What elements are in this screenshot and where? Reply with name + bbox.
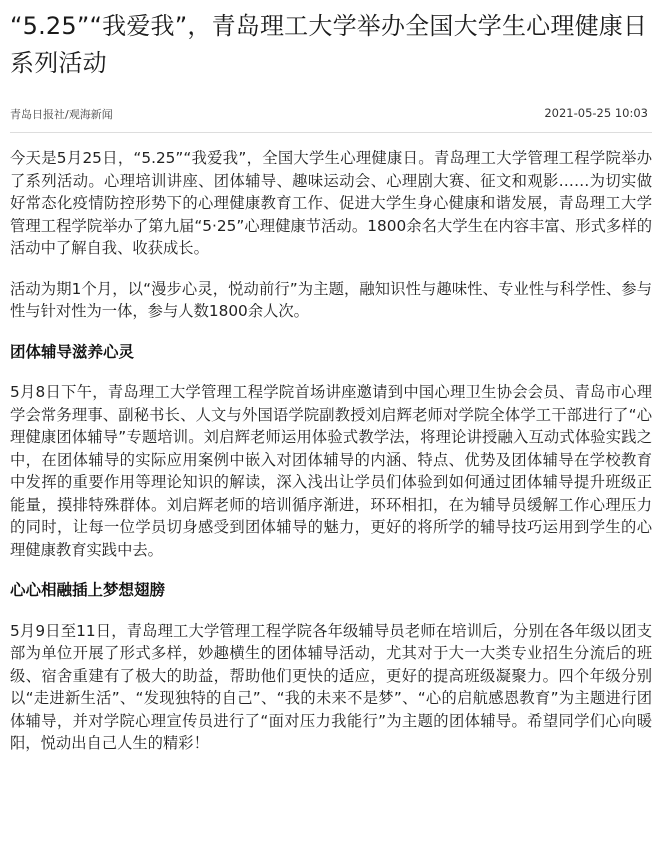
- paragraph-group-counseling: 5月8日下午，青岛理工大学管理工程学院首场讲座邀请到中国心理卫生协会会员、青岛市心理学会常务理事、副秘书长、人文与外国语学院副教授刘启辉老师对学院全体学工干部进行了“心理健康团体辅导”专题培训。刘启辉老师运用体验式教学法，将理论讲授融入互动式体验实践之中，在团体辅导的实际应用案例中嵌入对团体辅导的内涵、特点、优势及团体辅导在学校教育中发挥的重要作用等理论知识的解读，深入浅出让学员们体验到如何通过团体辅导提升班级正能量，摸排特殊群体。刘启辉老师的培训循序渐进，环环相扣，在为辅导员缓解工作心理压力的同时，让每一位学员切身感受到团体辅导的魅力，更好的将所学的辅导技巧运用到学生的心理健康教育实践中去。: [10, 383, 652, 559]
- paragraph-intro: 今天是5月25日，“5.25”“我爱我”，全国大学生心理健康日。青岛理工大学管理工程学院举办了系列活动。心理培训讲座、团体辅导、趣味运动会、心理剧大赛、征文和观影……为切实做好常态化疫情防控形势下的心理健康教育工作、促进大学生身心健康和谐发展，青岛理工大学管理工程学院举办了第九届“5·25”心理健康节活动。1800余名大学生在内容丰富、形式多样的活动中了解自我、收获成长。: [10, 149, 652, 257]
- article-body: [10, 147, 652, 755]
- section-heading-group-counseling: 团体辅导滋养心灵: [10, 342, 135, 361]
- section-heading-dream-wings: 心心相融插上梦想翅膀: [10, 581, 166, 599]
- paragraph-dream-wings: 5月9日至11日，青岛理工大学管理工程学院各年级辅导员老师在培训后，分别在各年级以团支部为单位开展了形式多样，妙趣横生的团体辅导活动，尤其对于大一大类专业招生分流后的班级、宿舍重建有了极大的助益，帮助他们更快的适应，更好的提高班级凝聚力。四个年级分别以“走进新生活”、“发现独特的自己”、“我的未来不是梦”、“心的启航感恩教育”为主题进行团体辅导，并对学院心理宣传员进行了“面对压力我能行”为主题的团体辅导。希望同学们心向暖阳，悦动出自己人生的精彩！: [10, 621, 652, 752]
- article-page: [10, 0, 652, 773]
- publish-time: 2021-05-25 10:03: [544, 106, 648, 120]
- divider: [10, 132, 652, 133]
- article-source[interactable]: 青岛日报社/观海新闻: [10, 108, 113, 121]
- article-title: “5.25”“我爱我”，青岛理工大学举办全国大学生心理健康日系列活动: [10, 12, 648, 77]
- paragraph-theme: 活动为期1个月，以“漫步心灵，悦动前行”为主题，融知识性与趣味性、专业性与科学性、参与性与针对性为一体，参与人数1800余人次。: [10, 279, 652, 320]
- article-meta: [10, 104, 652, 124]
